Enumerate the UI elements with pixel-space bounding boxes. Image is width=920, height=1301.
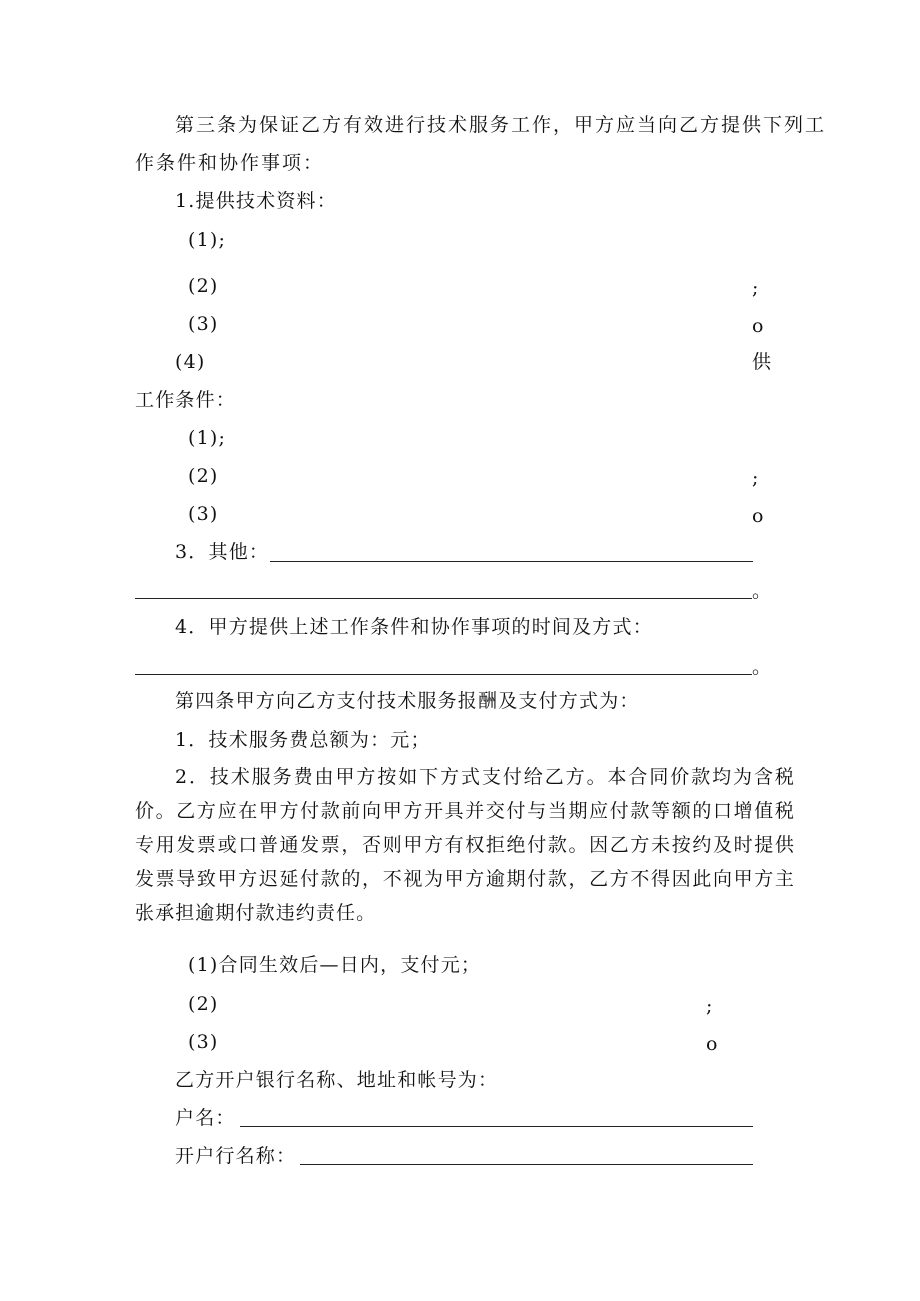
- tech-item-4-end: 供: [752, 351, 773, 373]
- payment-paragraph: 2．技术服务费由甲方按如下方式支付给乙方。本合同价款均为含税价。乙方应在甲方付款前向甲方开具并交付与当期应付款等额的口增值税专用发票或口普通发票，否则甲方有权拒绝付款。因乙方未按约及时提供发票导致甲方迟延付款的，不视为甲方逾期付款，乙方不得因此向甲方主张承担逾期付款违约责任。: [135, 766, 795, 924]
- work-item-1: (1);: [188, 427, 227, 449]
- pay-item-2-num: (2): [188, 993, 219, 1015]
- bank-name-label: 开户行名称：: [175, 1145, 297, 1167]
- tech-item-2-end: ;: [752, 277, 760, 299]
- work-item-2-end: ;: [752, 467, 760, 489]
- pay-item-1: (1)合同生效后—日内，支付元；: [188, 954, 482, 976]
- work-item-3-num: (3): [188, 503, 219, 525]
- pay-item-3-num: (3): [188, 1031, 219, 1053]
- tech-materials-title: 1.提供技术资料：: [175, 190, 337, 212]
- work-item-3-end: o: [752, 505, 765, 527]
- fee-total: 1．技术服务费总额为：元；: [175, 729, 431, 751]
- time-method-period: 。: [752, 656, 773, 678]
- pay-item-3-end: o: [706, 1033, 719, 1055]
- tech-item-2-num: (2): [188, 275, 219, 297]
- tech-item-3-end: o: [752, 315, 765, 337]
- tech-item-1: (1);: [188, 229, 227, 251]
- bank-intro: 乙方开户银行名称、地址和帐号为：: [175, 1069, 499, 1091]
- tech-item-3-num: (3): [188, 313, 219, 335]
- time-method-label: 4．甲方提供上述工作条件和协作事项的时间及方式：: [175, 616, 653, 638]
- article4-intro: 第四条甲方向乙方支付技术服务报酬及支付方式为：: [175, 690, 640, 712]
- account-name-label: 户名：: [175, 1107, 236, 1129]
- work-conditions-title: 工作条件：: [135, 389, 237, 411]
- other-label: 3．其他：: [175, 541, 270, 563]
- article3-intro-line2: 作条件和协作事项：: [135, 152, 325, 174]
- other-period: 。: [752, 580, 773, 602]
- tech-item-4-num: (4): [175, 351, 206, 373]
- other-fill-line-2: [135, 598, 752, 599]
- time-method-fill-line: [135, 674, 752, 675]
- pay-item-2-end: ;: [706, 995, 714, 1017]
- bank-name-fill-line: [300, 1164, 753, 1165]
- other-fill-line: [270, 561, 753, 562]
- work-item-2-num: (2): [188, 465, 219, 487]
- article3-intro-line1: 第三条为保证乙方有效进行技术服务工作，甲方应当向乙方提供下列工: [175, 114, 827, 136]
- account-name-fill-line: [240, 1126, 753, 1127]
